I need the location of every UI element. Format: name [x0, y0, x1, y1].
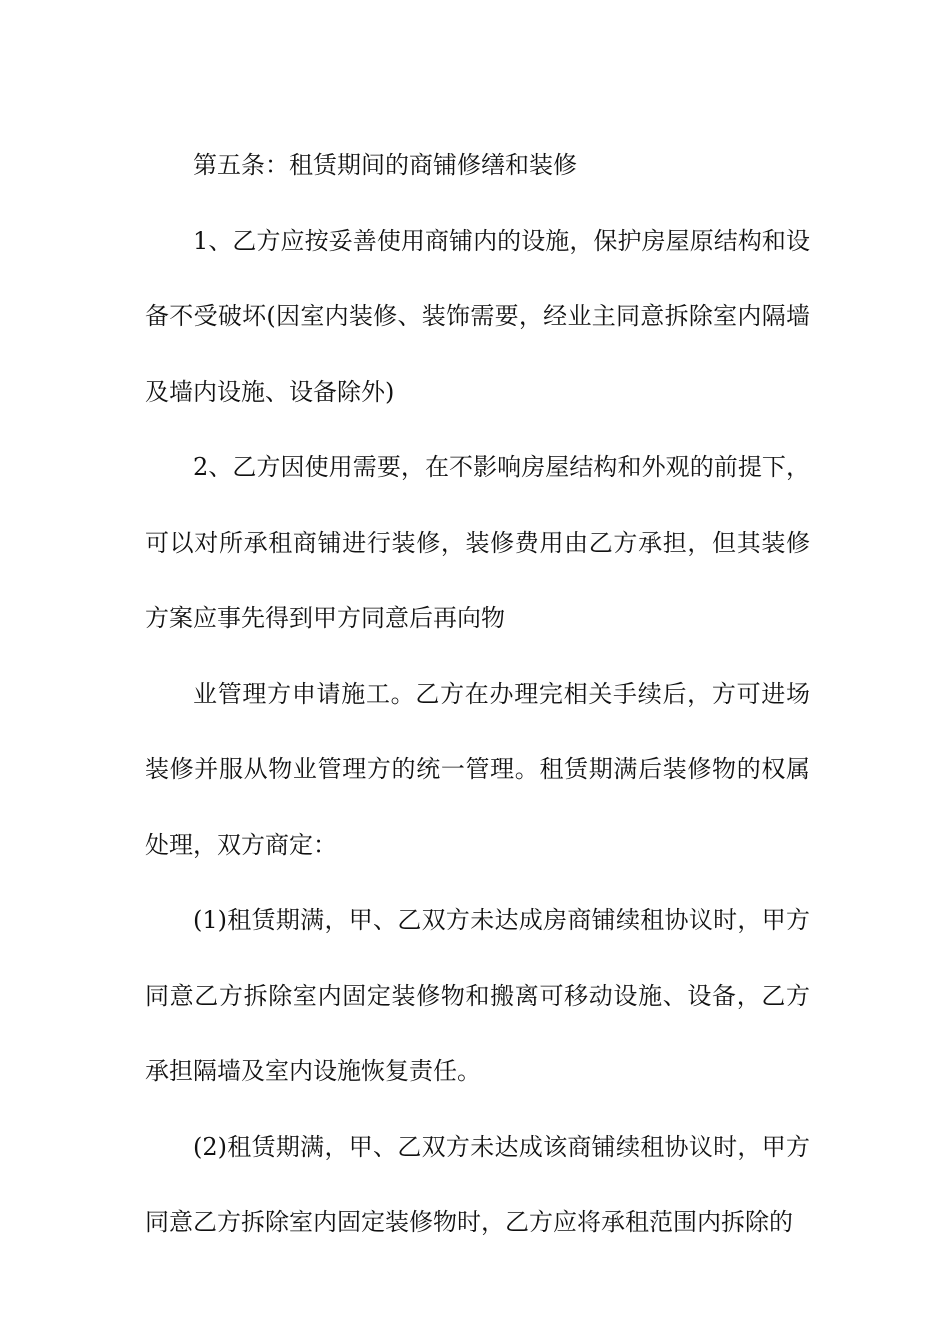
clause-1-paragraph: 1、乙方应按妥善使用商铺内的设施，保护房屋原结构和设备不受破坏(因室内装修、装饰需要，经业主同意拆除室内隔墙及墙内设施、设备除外) — [145, 226, 810, 406]
clause-2-paragraph: 2、乙方因使用需要，在不影响房屋结构和外观的前提下，可以对所承租商铺进行装修，装修费用由乙方承担，但其装修方案应事先得到甲方同意后再向物 — [145, 453, 810, 632]
sub-clause-2-paragraph: (2)租赁期满，甲、乙双方未达成该商铺续租协议时，甲方同意乙方拆除室内固定装修物时，乙方应将承租范围内拆除的 — [145, 1132, 810, 1236]
sub-clause-1-paragraph: (1)租赁期满，甲、乙双方未达成房商铺续租协议时，甲方同意乙方拆除室内固定装修物和搬离可移动设施、设备，乙方承担隔墙及室内设施恢复责任。 — [145, 906, 810, 1085]
document-body — [145, 128, 810, 1261]
clause-2-continuation-paragraph: 业管理方申请施工。乙方在办理完相关手续后，方可进场装修并服从物业管理方的统一管理。租赁期满后装修物的权属处理，双方商定： — [145, 679, 810, 859]
article-heading: 第五条：租赁期间的商铺修缮和装修 — [193, 151, 577, 179]
